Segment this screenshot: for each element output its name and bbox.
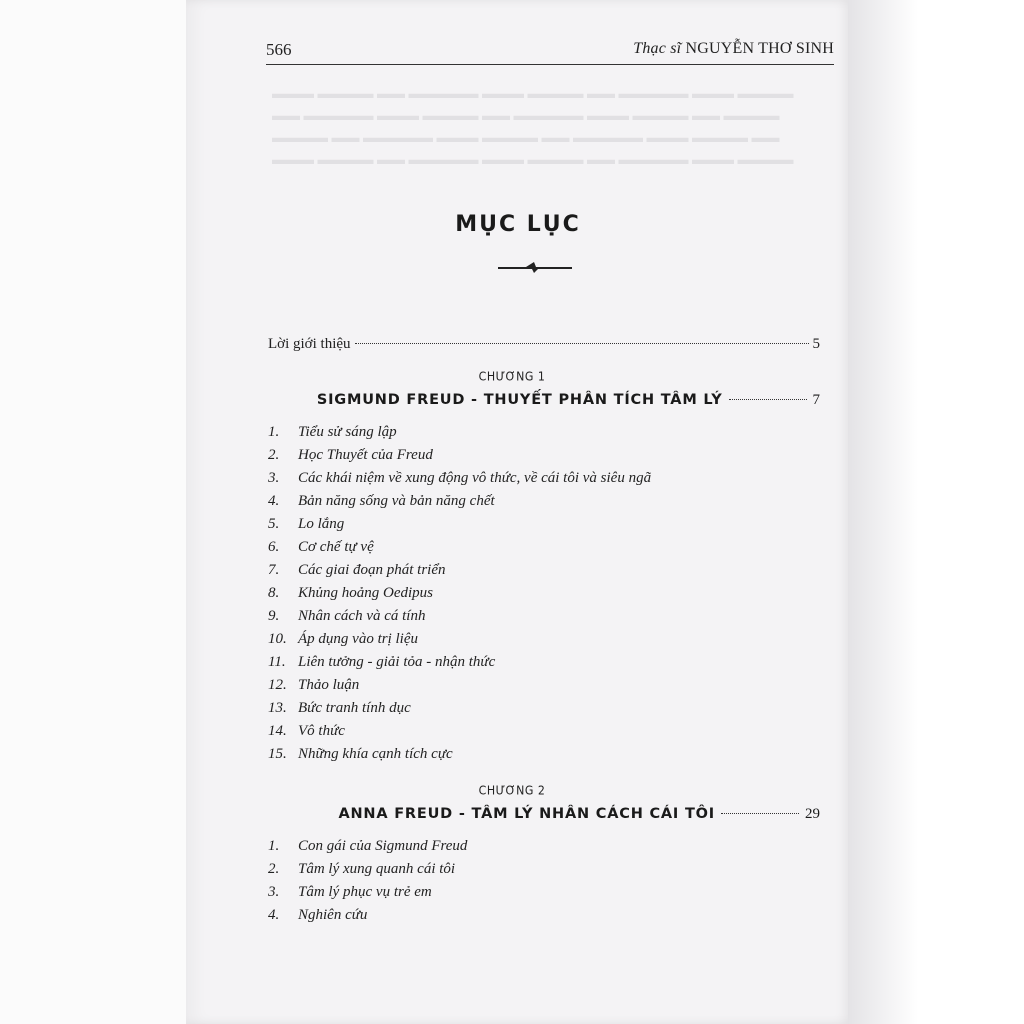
list-item[interactable]: 7. Các giai đoạn phát triển xyxy=(268,562,446,578)
author-name: NGUYỄN THƠ SINH xyxy=(685,40,834,57)
toc-entry-page: 5 xyxy=(812,336,820,352)
running-header xyxy=(266,40,834,65)
author-credit xyxy=(633,40,834,58)
chapter-page: 29 xyxy=(805,806,820,822)
list-item[interactable]: 15. Những khía cạnh tích cực xyxy=(268,746,453,762)
toc-entry-chapter-2[interactable] xyxy=(268,806,820,828)
chapter-title: ANNA FREUD - TÂM LÝ NHÂN CÁCH CÁI TÔI xyxy=(338,806,715,822)
list-item[interactable]: 10. Áp dụng vào trị liệu xyxy=(268,631,418,647)
list-item[interactable]: 12. Thảo luận xyxy=(268,677,360,693)
list-item[interactable]: 9. Nhân cách và cá tính xyxy=(268,608,426,624)
chapter-label: CHƯƠNG 1 xyxy=(478,369,546,384)
chapter-title: SIGMUND FREUD - THUYẾT PHÂN TÍCH TÂM LÝ xyxy=(316,392,723,408)
list-item[interactable]: 5. Lo lắng xyxy=(268,516,345,532)
list-item[interactable]: 2. Học Thuyết của Freud xyxy=(268,447,433,463)
page-number: 566 xyxy=(266,40,292,59)
list-item[interactable]: 3. Các khái niệm về xung động vô thức, về cái tôi và siêu ngã xyxy=(268,470,652,486)
list-item[interactable]: 4. Nghiên cứu xyxy=(268,907,368,923)
list-item[interactable]: 11. Liên tưởng - giải tỏa - nhận thức xyxy=(268,654,496,670)
list-item[interactable]: 8. Khủng hoảng Oedipus xyxy=(268,585,433,601)
author-prefix: Thạc sĩ xyxy=(633,40,682,57)
toc-entry-intro[interactable] xyxy=(268,336,820,358)
dot-leader xyxy=(721,813,799,814)
dot-leader xyxy=(355,343,809,344)
list-item[interactable]: 1. Con gái của Sigmund Freud xyxy=(268,838,468,854)
dot-leader xyxy=(729,399,807,400)
list-item[interactable]: 6. Cơ chế tự vệ xyxy=(268,539,374,555)
page-edge xyxy=(848,0,1024,1024)
list-item[interactable]: 3. Tâm lý phục vụ trẻ em xyxy=(268,884,432,900)
list-item[interactable]: 4. Bản năng sống và bản năng chết xyxy=(268,493,495,509)
toc-entry-chapter-1[interactable] xyxy=(268,392,820,414)
list-item[interactable]: 2. Tâm lý xung quanh cái tôi xyxy=(268,861,456,877)
chapter-page: 7 xyxy=(812,392,820,408)
list-item[interactable]: 14. Vô thức xyxy=(268,723,345,739)
toc-title: MỤC LỤC xyxy=(455,212,581,237)
toc-entry-label: Lời giới thiệu xyxy=(268,336,351,352)
bleed-through-texture: ▬▬▬ ▬▬▬▬ ▬▬ ▬▬▬▬▬ ▬▬▬ ▬▬▬▬ ▬▬ ▬▬▬▬▬ ▬▬▬ ▬▬▬▬ ▬▬ ▬▬▬▬▬ ▬▬▬ ▬▬▬▬ ▬▬ ▬▬▬▬▬ ▬▬▬ ▬▬▬▬ ▬▬ ▬▬▬▬ ▬▬▬▬ ▬▬ ▬▬▬▬▬ ▬▬▬ ▬▬▬▬ ▬▬ ▬▬▬▬▬ ▬▬▬ ▬▬▬▬ ▬▬ ▬▬▬ ▬▬▬▬ ▬▬ ▬▬▬▬▬ ▬▬▬ ▬▬▬▬ ▬▬ ▬▬▬▬▬ ▬▬▬ ▬▬▬▬ xyxy=(272,87,794,168)
chapter-label: CHƯƠNG 2 xyxy=(478,783,546,798)
title-ornament-icon xyxy=(496,258,574,274)
list-item[interactable]: 1. Tiểu sử sáng lập xyxy=(268,424,397,440)
list-item[interactable]: 13. Bức tranh tính dục xyxy=(268,700,411,716)
